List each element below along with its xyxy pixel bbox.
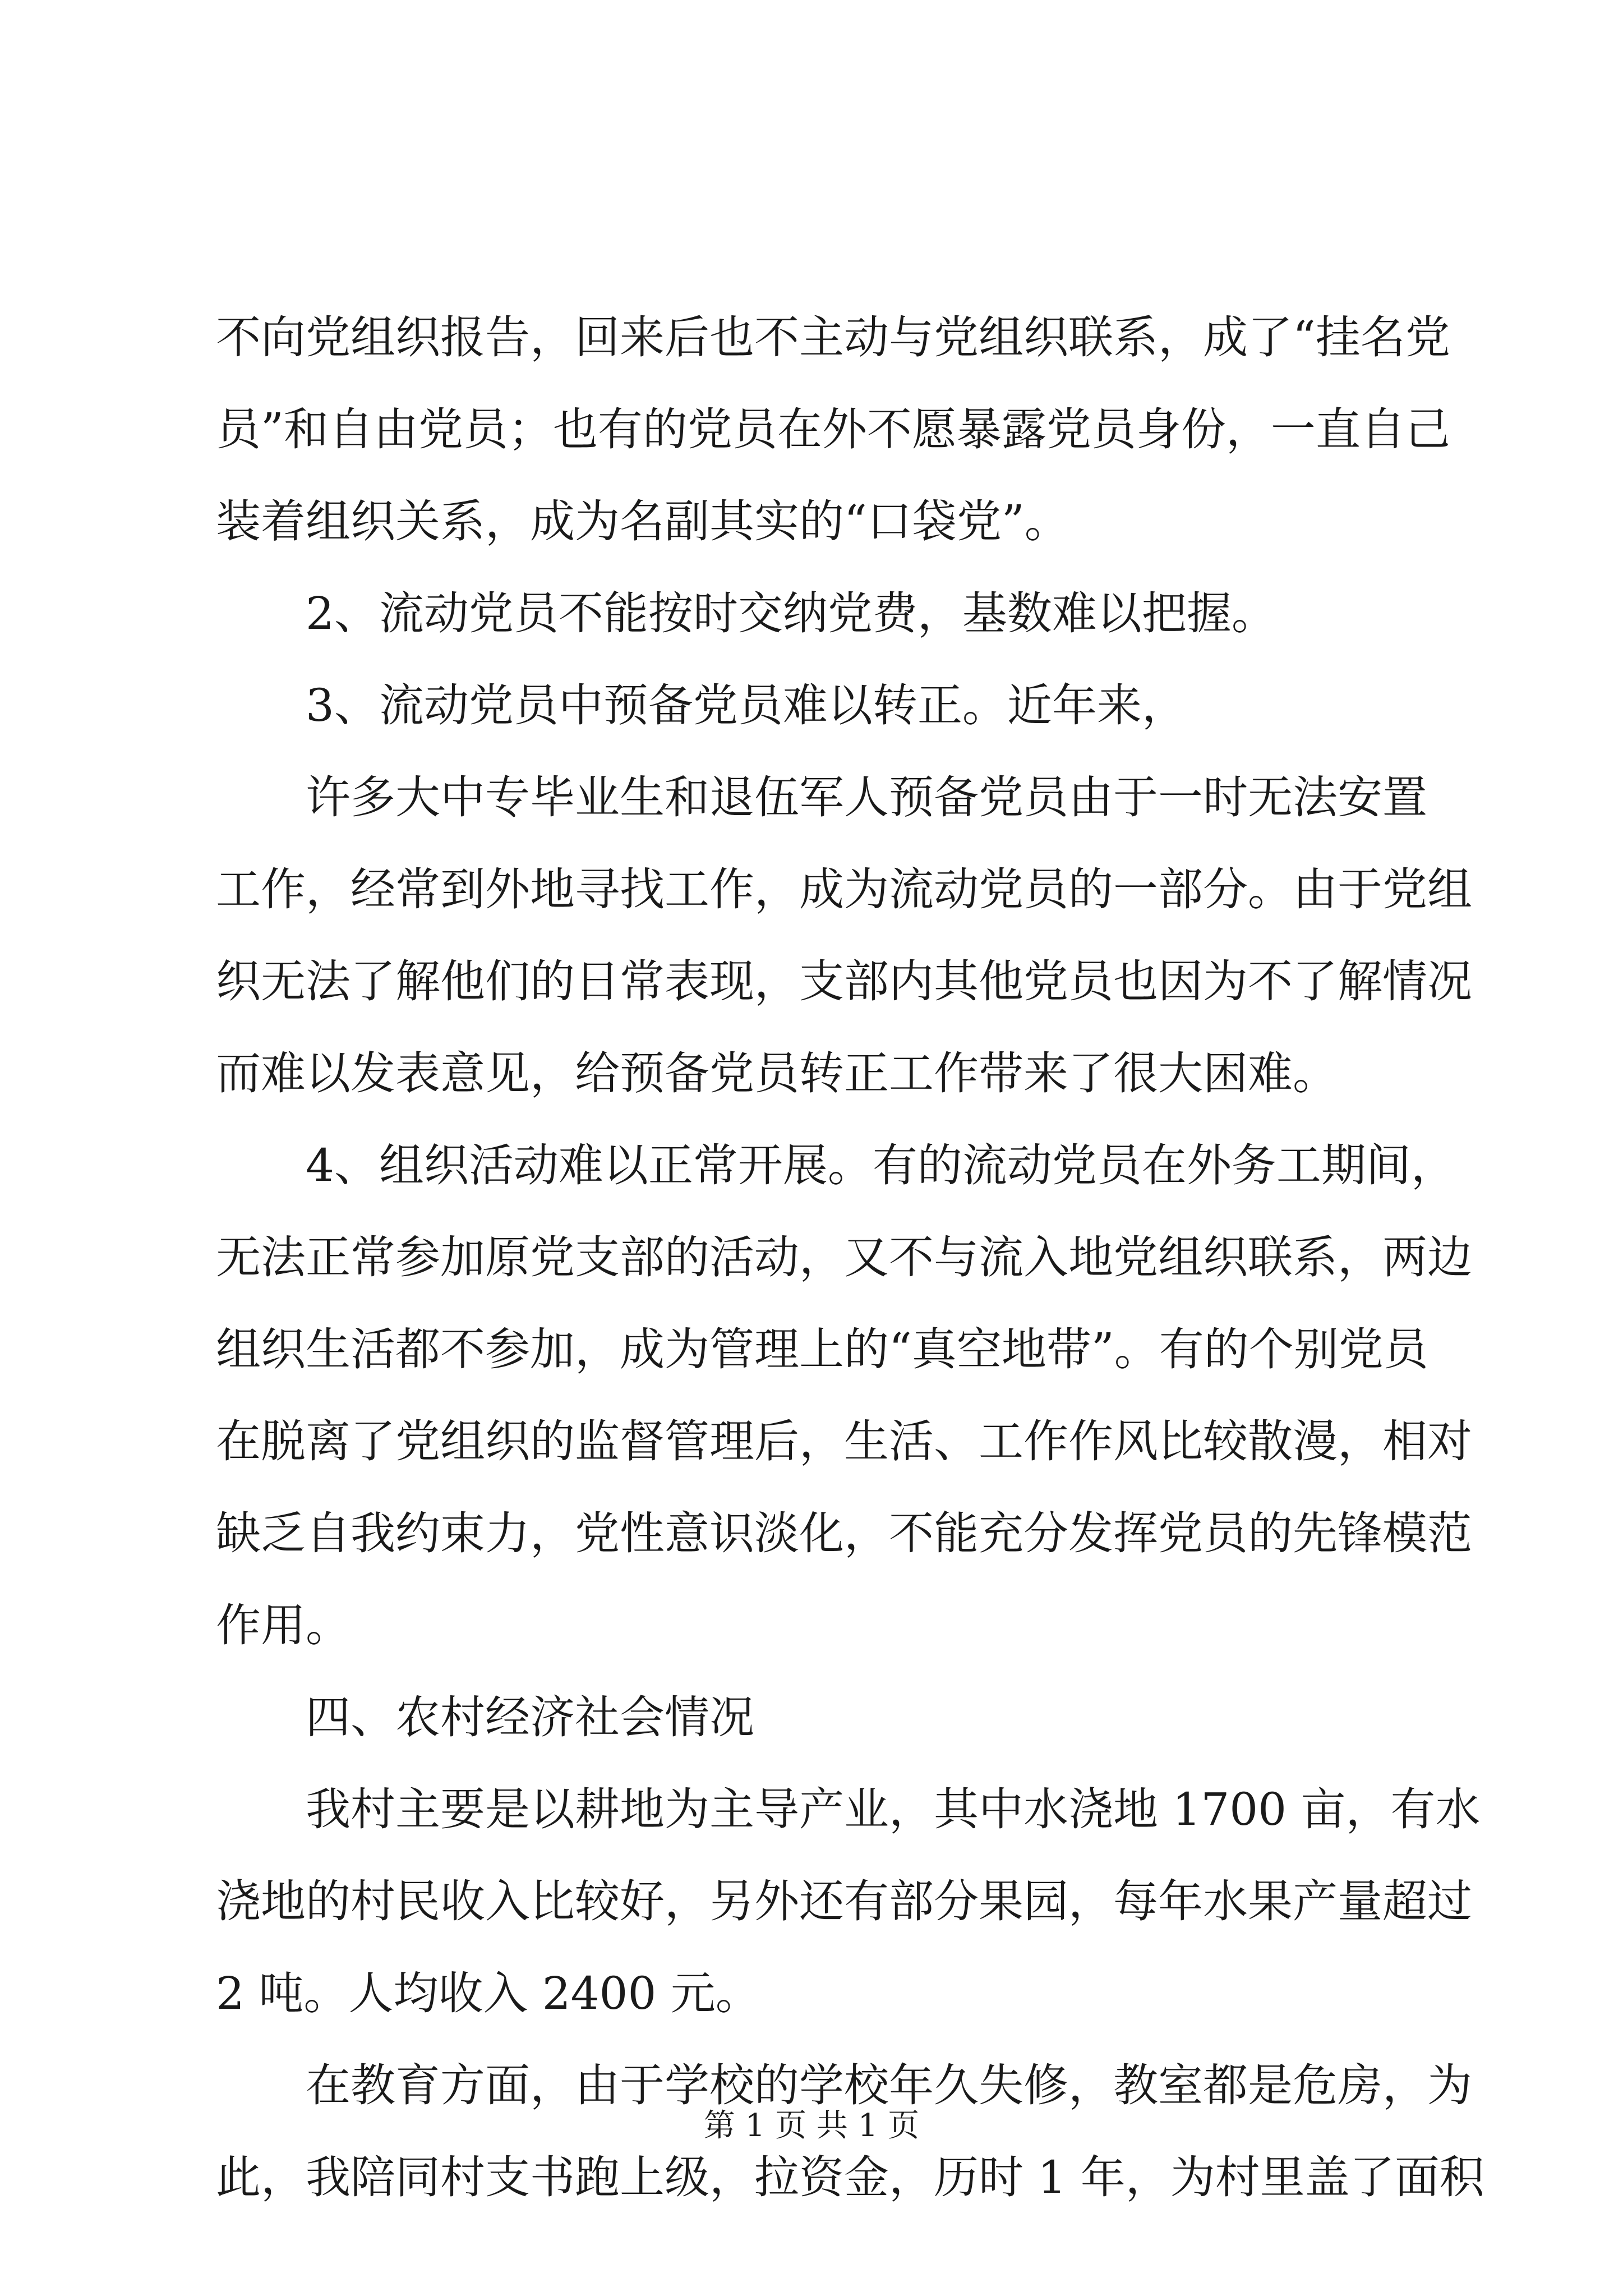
text-line-13: 在脱离了党组织的监督管理后，生活、工作作风比较散漫，相对	[216, 1415, 1472, 1467]
text-line-9: 而难以发表意见，给预备党员转正工作带来了很大困难。	[216, 1047, 1338, 1099]
text-line-10: 4、组织活动难以正常开展。有的流动党员在外务工期间，	[306, 1139, 1456, 1191]
text-line-18: 浇地的村民收入比较好，另外还有部分果园，每年水果产量超过	[216, 1875, 1472, 1927]
text-line-4: 2、流动党员不能按时交纳党费，基数难以把握。	[306, 587, 1276, 639]
text-line-12: 组织生活都不参加，成为管理上的“真空地带”。有的个别党员	[216, 1323, 1428, 1375]
text-line-8: 织无法了解他们的日常表现，支部内其他党员也因为不了解情况	[216, 955, 1472, 1007]
text-line-11: 无法正常参加原党支部的活动，又不与流入地党组织联系，两边	[216, 1231, 1472, 1283]
text-line-3: 装着组织关系，成为名副其实的“口袋党”。	[216, 495, 1069, 547]
section-heading: 四、农村经济社会情况	[306, 1691, 754, 1743]
text-line-15: 作用。	[216, 1599, 351, 1651]
text-line-14: 缺乏自我约束力，党性意识淡化，不能充分发挥党员的先锋模范	[216, 1507, 1472, 1559]
text-line-17: 我村主要是以耕地为主导产业，其中水浇地 1700 亩，有水	[306, 1783, 1481, 1835]
text-line-20: 在教育方面，由于学校的学校年久失修，教室都是危房，为	[306, 2059, 1472, 2111]
text-line-7: 工作，经常到外地寻找工作，成为流动党员的一部分。由于党组	[216, 863, 1472, 915]
text-line-5: 3、流动党员中预备党员难以转正。近年来，	[306, 679, 1187, 731]
text-line-1: 不向党组织报告，回来后也不主动与党组织联系，成了“挂名党	[216, 311, 1450, 364]
page-footer: 第 1 页 共 1 页	[703, 2108, 920, 2144]
text-line-2: 员”和自由党员；也有的党员在外不愿暴露党员身份，一直自己	[216, 403, 1450, 455]
text-line-19: 2 吨。人均收入 2400 元。	[216, 1967, 760, 2019]
text-line-21: 此，我陪同村支书跑上级，拉资金，历时 1 年，为村里盖了面积	[216, 2151, 1484, 2203]
text-line-6: 许多大中专毕业生和退伍军人预备党员由于一时无法安置	[306, 771, 1427, 823]
body-text	[216, 292, 1484, 2224]
